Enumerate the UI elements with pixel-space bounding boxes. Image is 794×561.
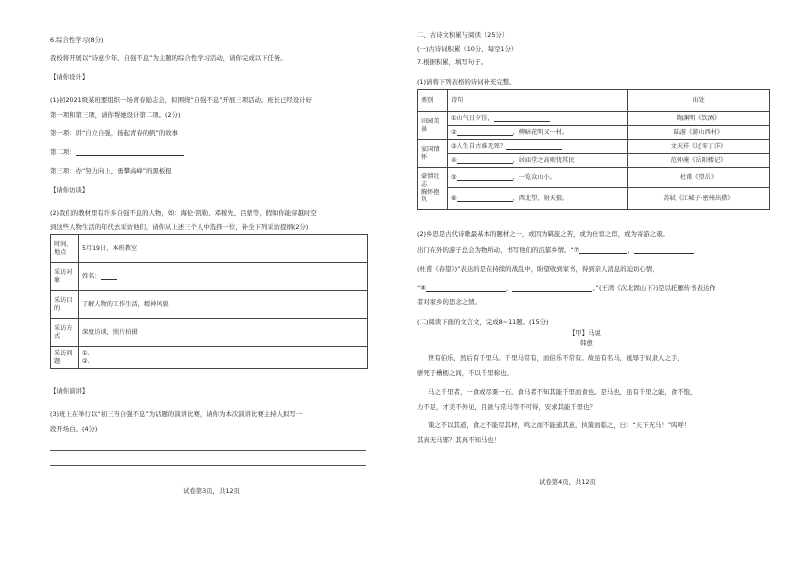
para-2-a: 马之千里者，一食或尽粟一石。食马者不知其能千里而食也。是马也，虽有千里之能，食不饱， [428, 388, 697, 396]
header-poem: 诗句 [448, 90, 628, 112]
row-source: 文天祥《过零丁洋》 [628, 140, 770, 154]
design-q1: (1)初2021级某班要组织一场青春励志会，拟围绕“自强不息”开展三项活动。班长已经设计好 [50, 96, 312, 104]
row-source: 范仲淹《岳阳楼记》 [628, 154, 770, 168]
poetry-table [417, 89, 770, 210]
blank-7a[interactable] [579, 247, 627, 254]
row-source: 陆游《游山西村》 [628, 126, 770, 140]
table-row [418, 188, 770, 210]
poem-num: ⑤ [451, 173, 457, 181]
q7: 7.根据积累，填写句子。 [417, 58, 488, 66]
q7-2-d-post: 。”(王湾《次北固山下》)是以托雁传书表达作 [592, 284, 716, 292]
row-poem [448, 126, 628, 140]
row-source: 苏轼《江城子·密州出猎》 [628, 188, 770, 210]
row-label: 采访方式 [51, 319, 79, 347]
poem-text: ，居庙堂之高则忧其民 [512, 156, 575, 164]
para-1-b: 骈死于槽枥之间，不以千里称也。 [417, 369, 513, 377]
row-source: 陶渊明《饮酒》 [628, 112, 770, 126]
header-source: 出处 [628, 90, 770, 112]
poem-text: ，柳暗花明又一村。 [512, 128, 569, 136]
poem-blank-5[interactable] [457, 176, 513, 181]
poem-text: ①山气日夕佳， [451, 114, 494, 122]
q7-2-d-pre: “⑧ [417, 284, 427, 292]
interview-heading: 【请你访谈】 [50, 186, 89, 194]
table-row [51, 319, 368, 347]
blank-8a[interactable] [426, 285, 506, 292]
poem-blank-4[interactable] [457, 159, 513, 164]
item-2-label: 第二项： [50, 148, 76, 156]
section-title: 二、古诗文积累与阅读（25分） [417, 31, 509, 39]
poem-text: ，一览众山小。 [512, 173, 556, 181]
name-blank[interactable] [101, 275, 117, 280]
passage-tag: 【甲】马说 [569, 329, 601, 337]
row-value-text: 姓名： [82, 272, 101, 280]
q6-intro: 我校将开展以“诗意少年，自强不息”为主题的综合性学习活动，请你完成以下任务。 [50, 54, 287, 62]
table-row [418, 154, 770, 168]
speech-q3-b: 段开场白。(4分) [50, 425, 98, 433]
blank-7b[interactable] [634, 247, 694, 254]
row-poem [448, 168, 628, 188]
speech-q3: (3)班上在举行以“初三当自强不息”为话题的演讲比赛，请你为本次演讲比赛主持人拟写一 [50, 410, 303, 418]
page-footer: 试卷第3页，共12页 [183, 487, 240, 495]
table-row [418, 112, 770, 126]
poem-text: ，西北望，射天狼。 [512, 194, 569, 202]
design-heading: 【请你设计】 [50, 73, 89, 81]
para-3-b: 其真无马邪？其真不知马也！ [417, 436, 501, 444]
item-1: 第一项：讲“自立自强，扬起青春的帆”的故事 [50, 129, 179, 137]
interview-q2: (2)我们的教材里有许多自强不息的人物，如：海伦·凯勒、邓稼先、吕蒙等，假如你能穿越时空 [50, 209, 317, 217]
interview-q2-b: 到这些人物生活的年代去采访他们，请你从上述三个人中选择一位，补全下列采访提纲(2分) [50, 223, 309, 231]
sub-section-2: (二)阅读下面的文言文，完成8~11题。(15分) [417, 318, 549, 326]
row-value[interactable] [79, 347, 368, 369]
table-row [51, 235, 368, 263]
item-2 [50, 148, 184, 156]
q7-2-line-d: “⑧ ， 。”(王湾《次北固山下》)是以托雁传书表达作 [417, 284, 716, 292]
category-line-2: 胸怀抱负 [421, 188, 440, 204]
poem-blank-1[interactable] [494, 117, 550, 122]
row-label: 采访问题 [51, 347, 79, 369]
sub-section-1: (一)古诗词积累（10分，每空1分） [417, 45, 518, 53]
answer-line[interactable] [50, 450, 366, 451]
row-poem [448, 154, 628, 168]
poem-blank-2[interactable] [457, 131, 513, 136]
table-row [418, 168, 770, 188]
row-source: 杜甫《望岳》 [628, 168, 770, 188]
q6-title: 6.综合性学习(8分) [50, 36, 104, 44]
row-poem [448, 140, 628, 154]
row-category [418, 168, 448, 210]
poem-num: ⑥ [451, 194, 457, 202]
poem-num: ④ [451, 156, 457, 164]
page-footer: 试卷第4页，共12页 [539, 478, 596, 486]
item-3: 第三项：办“努力向上，勇攀高峰”的黑板报 [50, 167, 172, 175]
poem-blank-6[interactable] [457, 197, 513, 202]
q7-2-line-c: (杜甫《春望》)”表达的是在持续的战乱中，盼望收到家书，得到亲人消息的迫切心情， [417, 265, 659, 273]
para-1-a: 世有伯乐，然后有千里马。千里马常有，而伯乐不常有。故虽有名马，祗辱于奴隶人之手， [428, 354, 684, 362]
row-value: 5月19日，本班教室 [79, 235, 368, 263]
row-poem [448, 188, 628, 210]
q7-2-line-b: 出门在外的游子总会为物所动，书写他们的沉郁乡情。“⑦ ， [417, 246, 694, 254]
row-poem [448, 112, 628, 126]
poem-text: ③人生自古谁无死？ [451, 142, 507, 150]
design-q1-b: 第一项和第三项，请你帮她设计第二项。(2分) [50, 111, 181, 119]
header-category: 类别 [418, 90, 448, 112]
speech-heading: 【请你演讲】 [50, 387, 89, 395]
q7-2-line-e: 者对家乡的思念之情。 [417, 298, 481, 306]
row-category: 家国情怀 [418, 140, 448, 168]
table-row [51, 291, 368, 319]
poem-blank-3[interactable] [506, 145, 562, 150]
table-row [51, 263, 368, 291]
row-value: 了解人物的工作生活，精神风貌 [79, 291, 368, 319]
q7-2-line-a: (2)乡思是古代诗歌最基本的题材之一，或因为羁旅之苦，或为仕宦之宦，或为寄游之艰。 [417, 230, 669, 238]
question-2: ②. [82, 357, 90, 365]
category-line-1: 豪情壮志 [421, 173, 440, 188]
row-label: 采访目的 [51, 291, 79, 319]
q7-1: (1)请将下列表格的诗词补充完整。 [417, 78, 516, 86]
passage-author: 韩愈 [580, 339, 593, 347]
poem-num: ② [451, 128, 457, 136]
interview-table [50, 234, 368, 369]
answer-line[interactable] [50, 465, 366, 466]
table-row [51, 347, 368, 369]
row-label: 时间、地点 [51, 235, 79, 263]
para-3-a: 策之不以其道，食之不能尽其材，鸣之而不能通其意，执策而临之，曰：“天下无马！”呜呼！ [428, 421, 691, 429]
question-1: ①. [82, 349, 90, 357]
table-row [418, 140, 770, 154]
row-value [79, 263, 368, 291]
q7-2-text: 出门在外的游子总会为物所动，书写他们的沉郁乡情。“⑦ [417, 246, 580, 254]
para-2-b: 力不足，才美不外见，且欲与常马等不可得，安求其能千里也？ [417, 403, 596, 411]
table-header [418, 90, 770, 112]
row-label: 采访对象 [51, 263, 79, 291]
blank-8b[interactable] [512, 285, 592, 292]
row-value: 深度访谈，照片拍摄 [79, 319, 368, 347]
row-category: 田园美景 [418, 112, 448, 140]
right-page [397, 0, 794, 561]
table-row [418, 126, 770, 140]
item-2-blank[interactable] [76, 149, 184, 156]
